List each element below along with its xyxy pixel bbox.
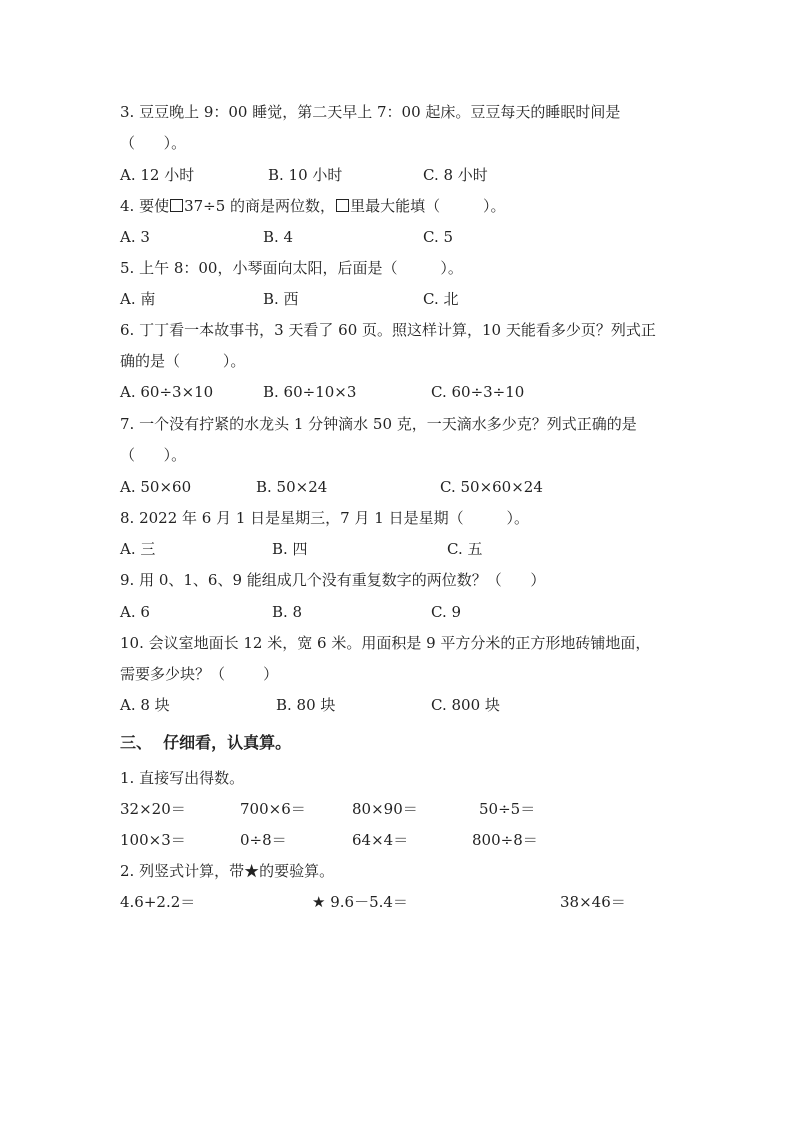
q5-option-a: A. 南 — [120, 290, 156, 308]
q9-option-b: B. 8 — [272, 603, 303, 621]
calc-item: 100×3＝ — [120, 831, 186, 849]
q8-option-a: A. 三 — [120, 540, 156, 558]
q9-option-c: C. 9 — [431, 603, 462, 621]
vertical-calc-item: 4.6+2.2＝ — [120, 893, 196, 911]
q3-stem-line1: 3. 豆豆晚上 9：00 睡觉，第二天早上 7：00 起床。豆豆每天的睡眠时间是 — [120, 103, 621, 121]
q3-option-c: C. 8 小时 — [423, 166, 488, 184]
q4-stem-prefix: 4. 要使 — [120, 197, 170, 215]
calc-item: 80×90＝ — [352, 800, 418, 818]
calc-item: 64×4＝ — [352, 831, 409, 849]
blank-square-icon — [336, 199, 349, 212]
q4-option-a: A. 3 — [120, 228, 150, 246]
q4-stem-middle: 37÷5 的商是两位数， — [184, 197, 336, 215]
calc-item: 50÷5＝ — [479, 800, 536, 818]
q3-stem-line2: （ ）。 — [120, 134, 187, 152]
q5-option-c: C. 北 — [423, 290, 459, 308]
q9-stem: 9. 用 0、1、6、9 能组成几个没有重复数字的两位数？（ ） — [120, 571, 546, 589]
q5-option-b: B. 西 — [263, 290, 299, 308]
q4-stem-suffix: 里最大能填（ ）。 — [350, 197, 506, 215]
q4-option-c: C. 5 — [423, 228, 454, 246]
q10-stem-line2: 需要多少块？（ ） — [120, 665, 279, 683]
q5-stem: 5. 上午 8：00，小琴面向太阳，后面是（ ）。 — [120, 259, 463, 277]
q6-option-c: C. 60÷3÷10 — [431, 383, 525, 401]
q10-option-b: B. 80 块 — [276, 696, 336, 714]
calc-item: 32×20＝ — [120, 800, 186, 818]
q7-option-b: B. 50×24 — [256, 478, 328, 496]
q6-stem-line2: 确的是（ ）。 — [120, 352, 246, 370]
q3-option-b: B. 10 小时 — [268, 166, 343, 184]
sub-question-1: 1. 直接写出得数。 — [120, 769, 245, 787]
q7-stem-line1: 7. 一个没有拧紧的水龙头 1 分钟滴水 50 克，一天滴水多少克？列式正确的是 — [120, 415, 637, 433]
q4-option-b: B. 4 — [263, 228, 294, 246]
q7-option-a: A. 50×60 — [120, 478, 192, 496]
q8-option-c: C. 五 — [447, 540, 483, 558]
q9-option-a: A. 6 — [120, 603, 150, 621]
q6-option-a: A. 60÷3×10 — [120, 383, 214, 401]
section-title: 三、 仔细看，认真算。 — [120, 733, 292, 752]
q6-option-b: B. 60÷10×3 — [263, 383, 357, 401]
blank-square-icon — [170, 199, 183, 212]
vertical-calc-item: 38×46＝ — [560, 893, 626, 911]
calc-item: 800÷8＝ — [472, 831, 538, 849]
q10-option-c: C. 800 块 — [431, 696, 500, 714]
q8-stem: 8. 2022 年 6 月 1 日是星期三，7 月 1 日是星期（ ）。 — [120, 509, 529, 527]
calc-item: 700×6＝ — [240, 800, 306, 818]
sub-question-2: 2. 列竖式计算，带★的要验算。 — [120, 862, 335, 880]
q6-stem-line1: 6. 丁丁看一本故事书，3 天看了 60 页。照这样计算，10 天能看多少页？列式正 — [120, 321, 656, 339]
q4-stem — [120, 196, 505, 216]
q3-option-a: A. 12 小时 — [120, 166, 195, 184]
vertical-calc-item: ★ 9.6－5.4＝ — [312, 893, 408, 911]
q10-option-a: A. 8 块 — [120, 696, 170, 714]
q7-stem-line2: （ ）。 — [120, 446, 187, 464]
q8-option-b: B. 四 — [272, 540, 308, 558]
q7-option-c: C. 50×60×24 — [440, 478, 543, 496]
calc-item: 0÷8＝ — [240, 831, 287, 849]
q10-stem-line1: 10. 会议室地面长 12 米，宽 6 米。用面积是 9 平方分米的正方形地砖铺地面， — [120, 634, 651, 652]
